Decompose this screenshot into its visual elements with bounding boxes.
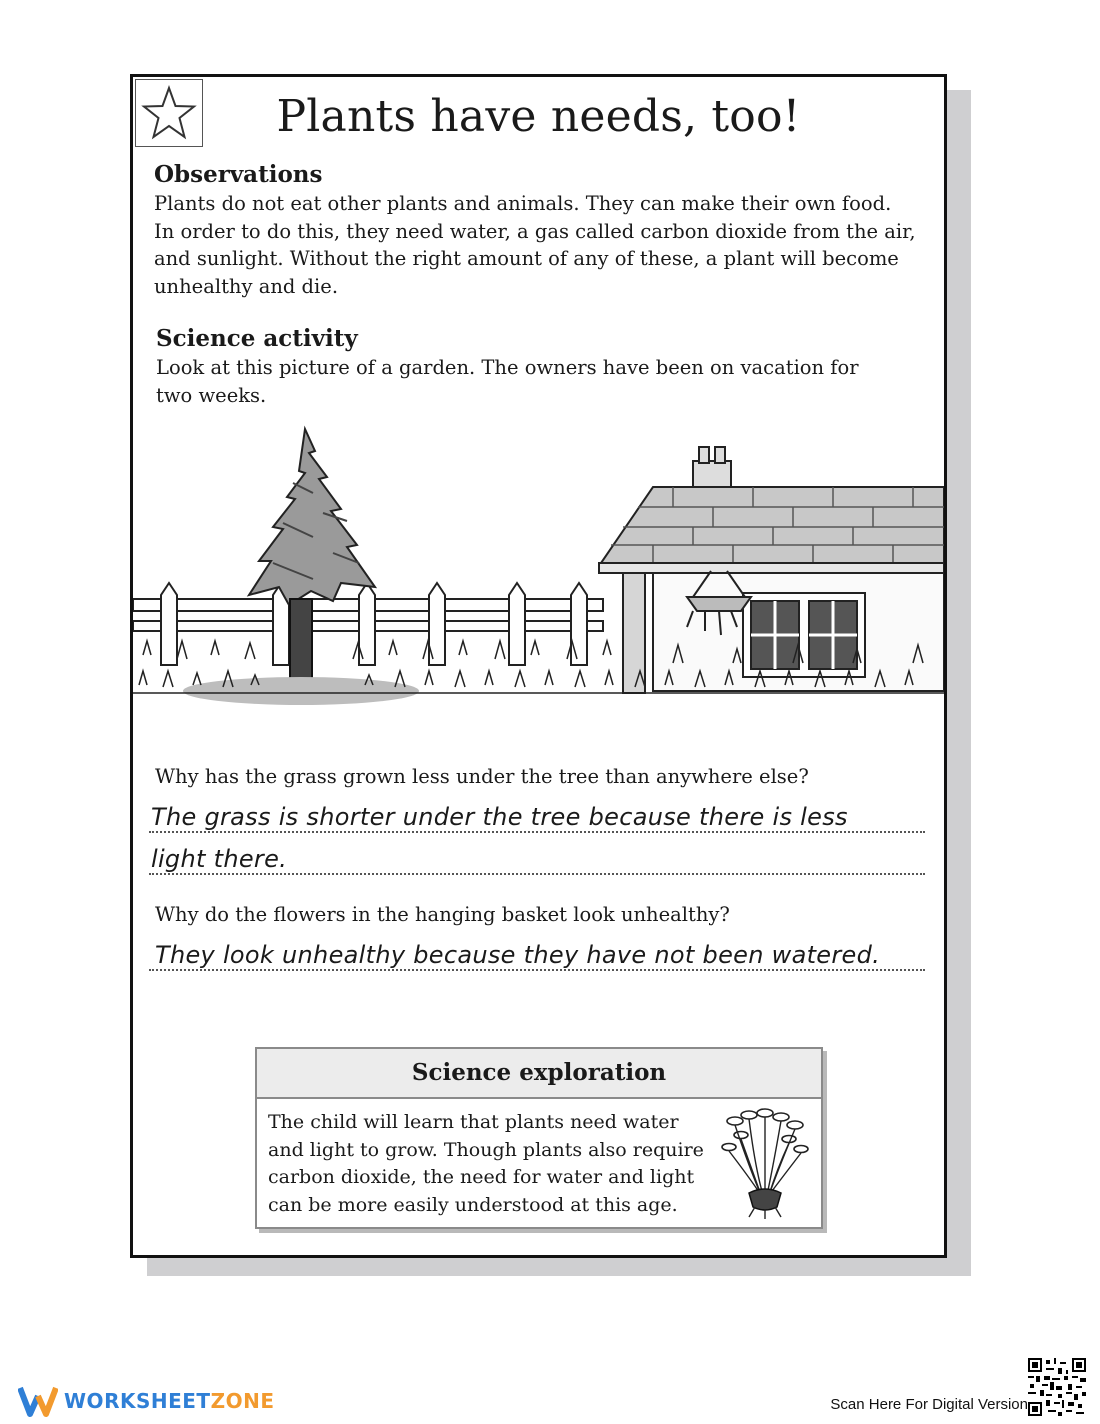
- activity-line: two weeks.: [156, 383, 267, 407]
- science-exploration-box: [255, 1047, 823, 1229]
- exploration-heading: Science exploration: [257, 1049, 821, 1099]
- exploration-text: [268, 1109, 718, 1219]
- observations-line: and sunlight. Without the right amount of any of these, a plant will become: [154, 247, 899, 270]
- exploration-line: and light to grow. Though plants also require: [268, 1138, 704, 1161]
- activity-text: [156, 354, 859, 409]
- answer-line[interactable]: [149, 791, 925, 833]
- brand-name: [64, 1389, 274, 1413]
- answer-line[interactable]: [149, 833, 925, 875]
- brand-left: WORKSHEET: [64, 1389, 211, 1413]
- tree: [183, 429, 419, 705]
- activity-heading: Science activity: [156, 325, 358, 352]
- worksheet: [130, 74, 947, 1258]
- brand-right: ZONE: [210, 1389, 275, 1413]
- worksheetzone-logo-icon: [18, 1384, 58, 1418]
- answer-line[interactable]: [149, 929, 925, 971]
- observations-line: In order to do this, they need water, a gas called carbon dioxide from the air,: [154, 219, 916, 243]
- exploration-line: carbon dioxide, the need for water and light: [268, 1166, 695, 1188]
- page-title: Plants have needs, too!: [276, 91, 801, 142]
- observations-text: [154, 190, 916, 300]
- qr-code-icon[interactable]: [1028, 1358, 1086, 1416]
- observations-line: Plants do not eat other plants and animals. They can make their own food.: [154, 192, 892, 215]
- house: [599, 447, 944, 693]
- activity-line: Look at this picture of a garden. The owners have been on vacation for: [156, 356, 859, 379]
- observations-line: unhealthy and die.: [154, 274, 339, 298]
- garden-illustration: [133, 423, 944, 723]
- answer-text: They look unhealthy because they have not been watered.: [155, 941, 881, 969]
- worksheetzone-logo[interactable]: [18, 1384, 274, 1418]
- exploration-line: The child will learn that plants need water: [268, 1111, 679, 1133]
- plant-icon: [719, 1107, 811, 1219]
- fence: [133, 583, 603, 665]
- scan-label: Scan Here For Digital Version: [830, 1396, 1028, 1413]
- answer-text: light there.: [151, 845, 288, 873]
- question-2: Why do the flowers in the hanging basket look unhealthy?: [155, 903, 730, 926]
- observations-heading: Observations: [154, 161, 323, 188]
- answer-text: The grass is shorter under the tree because there is less: [151, 803, 848, 831]
- question-1: Why has the grass grown less under the tree than anywhere else?: [155, 765, 809, 788]
- exploration-line: can be more easily understood at this age.: [268, 1193, 678, 1216]
